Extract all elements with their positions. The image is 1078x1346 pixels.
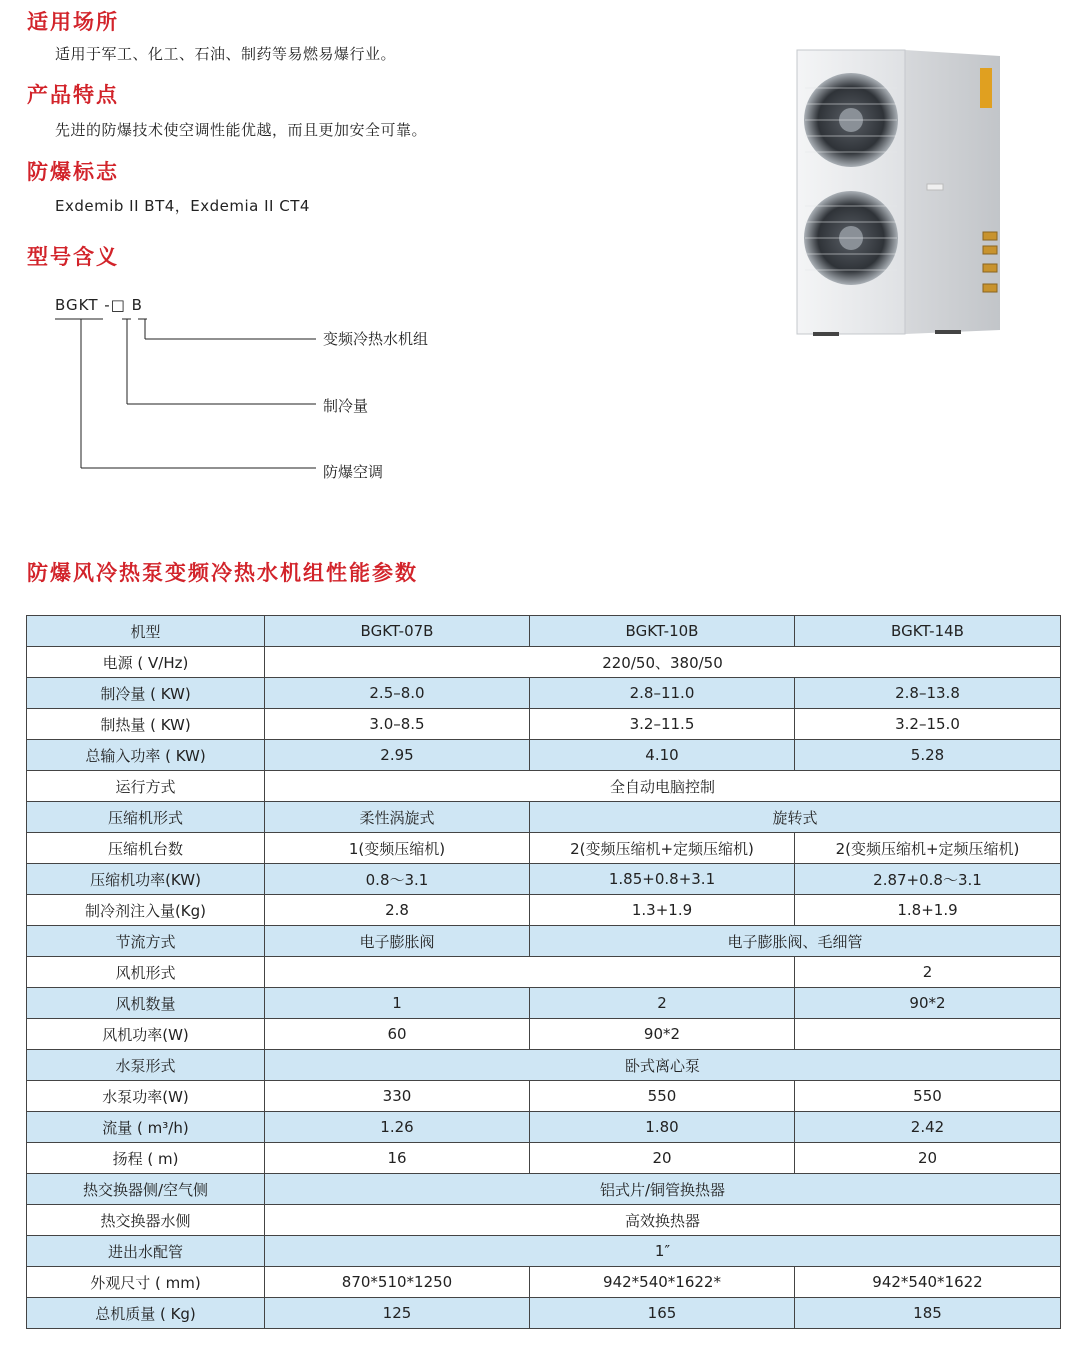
- table-cell: 2.8: [265, 895, 530, 926]
- table-cell: 220/50、380/50: [265, 647, 1061, 678]
- table-row: [27, 957, 1061, 988]
- row-label: 制冷量 ( KW): [27, 678, 265, 709]
- table-cell: 1.80: [530, 1112, 795, 1143]
- table-cell: 1.85+0.8+3.1: [530, 864, 795, 895]
- table-cell: 1.8+1.9: [795, 895, 1061, 926]
- table-cell: 3.2–11.5: [530, 709, 795, 740]
- table-title: 防爆风冷热泵变频冷热水机组性能参数: [27, 561, 418, 585]
- section-title-explosion-mark: 防爆标志: [27, 160, 119, 184]
- legend-label-inverter-unit: 变频冷热水机组: [323, 330, 429, 348]
- legend-label-explosion-proof-ac: 防爆空调: [323, 463, 384, 481]
- section-title-model-meaning: 型号含义: [27, 245, 119, 269]
- table-cell: 20: [530, 1143, 795, 1174]
- row-label: 压缩机形式: [27, 802, 265, 833]
- row-label: 外观尺寸 ( mm): [27, 1267, 265, 1298]
- table-cell: 卧式离心泵: [265, 1050, 1061, 1081]
- table-row: [27, 647, 1061, 678]
- table-row: [27, 1143, 1061, 1174]
- section-text-explosion-mark: Exdemib II BT4，Exdemia II CT4: [55, 197, 310, 215]
- table-cell: 942*540*1622*: [530, 1267, 795, 1298]
- spec-table: [26, 615, 1061, 1329]
- table-cell: 16: [265, 1143, 530, 1174]
- row-label: 电源 ( V/Hz): [27, 647, 265, 678]
- table-cell: 550: [795, 1081, 1061, 1112]
- row-label: 风机数量: [27, 988, 265, 1019]
- table-cell: 柔性涡旋式: [265, 802, 530, 833]
- table-row: [27, 1174, 1061, 1205]
- table-cell: [795, 1019, 1061, 1050]
- table-cell: 1.26: [265, 1112, 530, 1143]
- table-cell: 20: [795, 1143, 1061, 1174]
- table-cell: 1″: [265, 1236, 1061, 1267]
- table-cell: 2.8–13.8: [795, 678, 1061, 709]
- outdoor-unit-icon: [795, 48, 1005, 338]
- row-label: 节流方式: [27, 926, 265, 957]
- row-label: 进出水配管: [27, 1236, 265, 1267]
- table-row-header: [27, 616, 1061, 647]
- table-cell: 电子膨胀阀、毛细管: [530, 926, 1061, 957]
- table-row: [27, 1298, 1061, 1329]
- row-label: 扬程 ( m): [27, 1143, 265, 1174]
- table-row: [27, 988, 1061, 1019]
- table-cell: 942*540*1622: [795, 1267, 1061, 1298]
- table-row: [27, 802, 1061, 833]
- table-cell: 2.8–11.0: [530, 678, 795, 709]
- section-title-features: 产品特点: [27, 83, 119, 107]
- table-cell: 2.42: [795, 1112, 1061, 1143]
- table-cell: 2: [530, 988, 795, 1019]
- table-cell: 90*2: [530, 1019, 795, 1050]
- section-text-application: 适用于军工、化工、石油、制药等易燃易爆行业。: [55, 45, 397, 63]
- table-row: [27, 1267, 1061, 1298]
- row-label: 压缩机功率(KW): [27, 864, 265, 895]
- header-cell: BGKT-10B: [530, 616, 795, 647]
- table-cell: 0.8～3.1: [265, 864, 530, 895]
- table-row: [27, 771, 1061, 802]
- table-cell: 185: [795, 1298, 1061, 1329]
- row-label: 制热量 ( KW): [27, 709, 265, 740]
- legend-label-cooling-capacity: 制冷量: [323, 397, 369, 415]
- table-row: [27, 926, 1061, 957]
- row-label: 水泵形式: [27, 1050, 265, 1081]
- table-cell: [265, 957, 795, 988]
- table-cell: 2.5–8.0: [265, 678, 530, 709]
- table-cell: 2.95: [265, 740, 530, 771]
- table-cell: 2(变频压缩机+定频压缩机): [795, 833, 1061, 864]
- table-cell: 165: [530, 1298, 795, 1329]
- row-label: 风机形式: [27, 957, 265, 988]
- table-cell: 2(变频压缩机+定频压缩机): [530, 833, 795, 864]
- row-label: 水泵功率(W): [27, 1081, 265, 1112]
- table-row: [27, 864, 1061, 895]
- row-label: 压缩机台数: [27, 833, 265, 864]
- table-cell: 2: [795, 957, 1061, 988]
- table-cell: 5.28: [795, 740, 1061, 771]
- table-row: [27, 1236, 1061, 1267]
- table-cell: 60: [265, 1019, 530, 1050]
- row-label: 总输入功率 ( KW): [27, 740, 265, 771]
- table-row: [27, 895, 1061, 926]
- row-label: 热交换器水侧: [27, 1205, 265, 1236]
- table-cell: 330: [265, 1081, 530, 1112]
- table-cell: 125: [265, 1298, 530, 1329]
- table-cell: 高效换热器: [265, 1205, 1061, 1236]
- row-label: 流量 ( m³/h): [27, 1112, 265, 1143]
- model-code: BGKT -□ B: [55, 296, 143, 314]
- table-row: [27, 1112, 1061, 1143]
- table-cell: 90*2: [795, 988, 1061, 1019]
- table-row: [27, 1050, 1061, 1081]
- table-cell: 电子膨胀阀: [265, 926, 530, 957]
- row-label: 热交换器侧/空气侧: [27, 1174, 265, 1205]
- header-cell: BGKT-14B: [795, 616, 1061, 647]
- table-cell: 4.10: [530, 740, 795, 771]
- row-label: 制冷剂注入量(Kg): [27, 895, 265, 926]
- table-cell: 旋转式: [530, 802, 1061, 833]
- table-cell: 铝式片/铜管换热器: [265, 1174, 1061, 1205]
- table-cell: 3.2–15.0: [795, 709, 1061, 740]
- row-label: 运行方式: [27, 771, 265, 802]
- table-row: [27, 709, 1061, 740]
- table-cell: 2.87+0.8～3.1: [795, 864, 1061, 895]
- row-label: 机型: [27, 616, 265, 647]
- table-cell: 1.3+1.9: [530, 895, 795, 926]
- table-row: [27, 678, 1061, 709]
- table-cell: 3.0–8.5: [265, 709, 530, 740]
- table-cell: 全自动电脑控制: [265, 771, 1061, 802]
- table-cell: 550: [530, 1081, 795, 1112]
- table-cell: 870*510*1250: [265, 1267, 530, 1298]
- section-title-application: 适用场所: [27, 10, 119, 34]
- row-label: 总机质量 ( Kg): [27, 1298, 265, 1329]
- table-row: [27, 833, 1061, 864]
- table-row: [27, 1019, 1061, 1050]
- table-row: [27, 1205, 1061, 1236]
- table-cell: 1(变频压缩机): [265, 833, 530, 864]
- section-text-features: 先进的防爆技术使空调性能优越，而且更加安全可靠。: [55, 121, 428, 139]
- table-row: [27, 740, 1061, 771]
- header-cell: BGKT-07B: [265, 616, 530, 647]
- row-label: 风机功率(W): [27, 1019, 265, 1050]
- table-cell: 1: [265, 988, 530, 1019]
- table-row: [27, 1081, 1061, 1112]
